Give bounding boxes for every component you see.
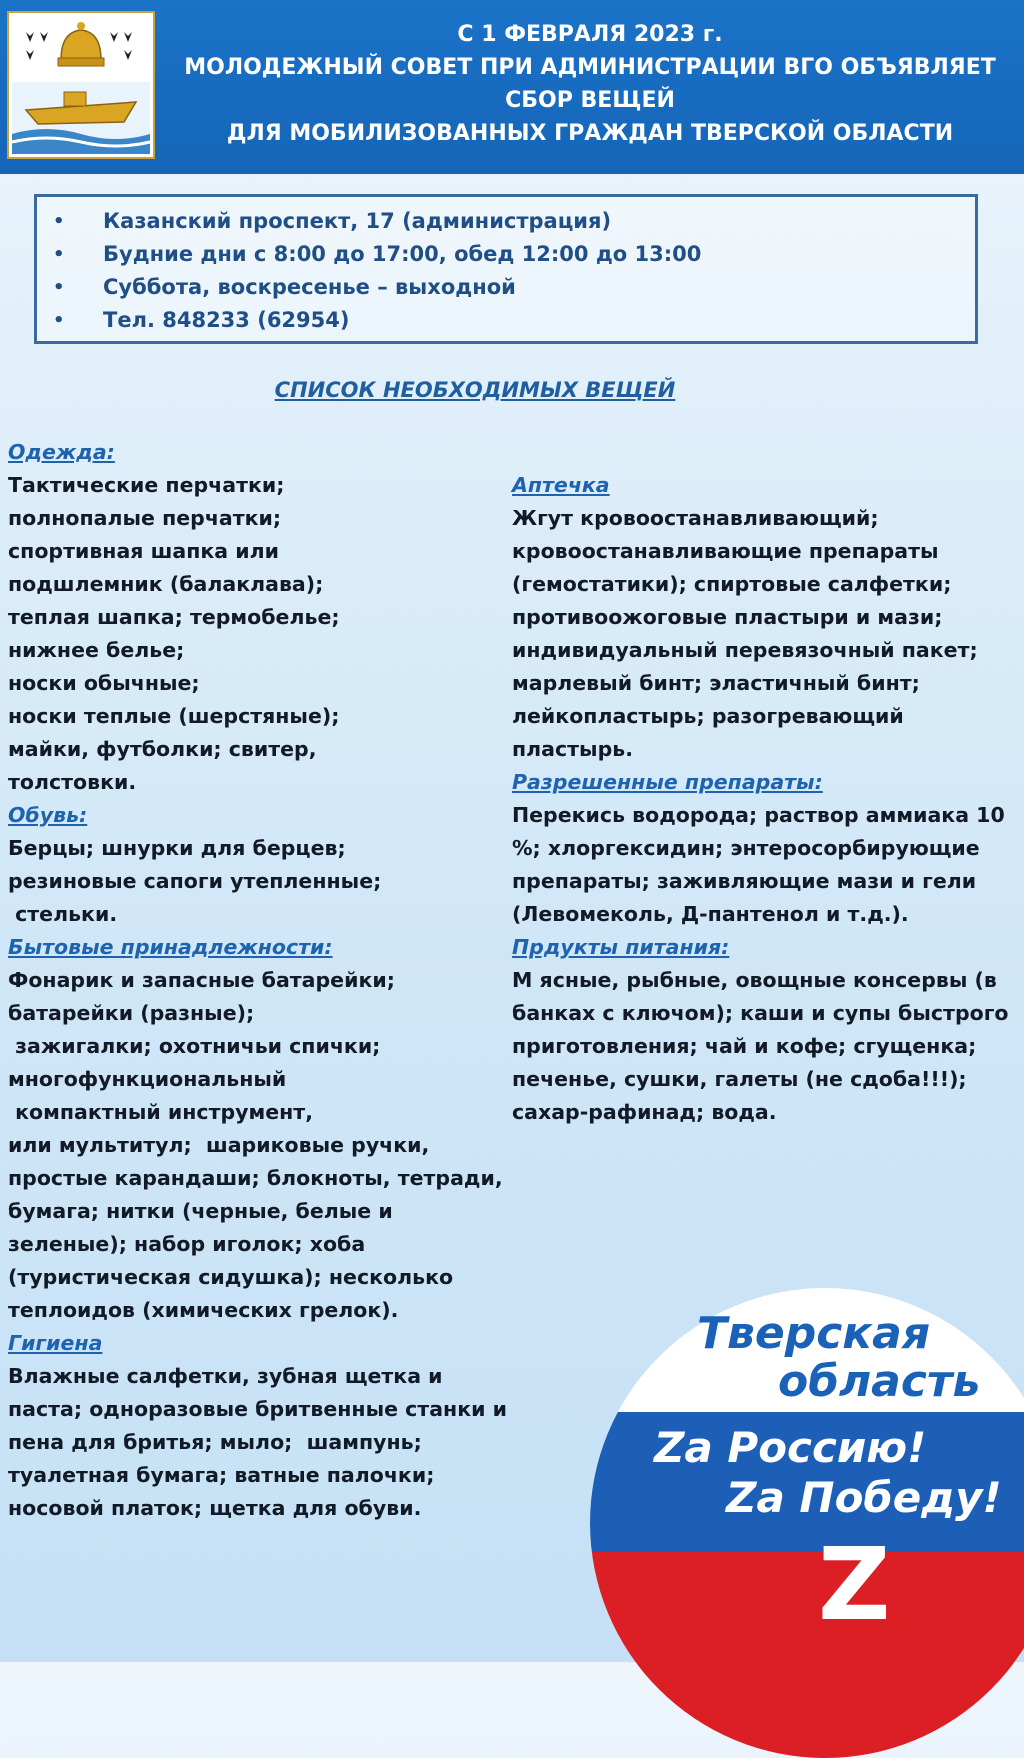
list-item: М ясные, рыбные, овощные консервы (в	[512, 968, 997, 992]
list-item: носки обычные;	[8, 671, 200, 695]
list-item: теплоидов (химических грелок).	[8, 1298, 399, 1322]
list-item: (гемостатики); спиртовые салфетки;	[512, 572, 952, 596]
badge-slogan-1: Zа Россию!	[654, 1423, 927, 1472]
section-title-household: Бытовые принадлежности:	[8, 935, 333, 959]
list-item: резиновые сапоги утепленные;	[8, 869, 382, 893]
list-item: пена для бритья; мыло; шампунь;	[8, 1430, 422, 1454]
list-item: Перекись водорода; раствор аммиака 10	[512, 803, 1005, 827]
badge-region-word-1: Тверская	[697, 1308, 931, 1359]
list-item: спортивная шапка или	[8, 539, 279, 563]
list-item: многофункциональный	[8, 1067, 287, 1091]
list-item: толстовки.	[8, 770, 137, 794]
list-item: марлевый бинт; эластичный бинт;	[512, 671, 920, 695]
header-line-date: С 1 ФЕВРАЛЯ 2023 г.	[457, 22, 723, 47]
info-hours	[37, 238, 975, 271]
list-item: приготовления; чай и кофе; сгущенка;	[512, 1034, 977, 1058]
list-item: туалетная бумага; ватные палочки;	[8, 1463, 435, 1487]
list-item: полнопалые перчатки;	[8, 506, 282, 530]
section-title-hygiene: Гигиена	[8, 1331, 103, 1355]
header-line-council: МОЛОДЕЖНЫЙ СОВЕТ ПРИ АДМИНИСТРАЦИИ ВГО ОБЪЯВЛЯЕТ	[184, 55, 996, 80]
clothes-list	[8, 469, 508, 799]
list-item: носовой платок; щетка для обуви.	[8, 1496, 422, 1520]
list-item: (туристическая сидушка); несколько	[8, 1265, 454, 1289]
list-item: подшлемник (балаклава);	[8, 572, 324, 596]
section-title-drugs: Разрешенные препараты:	[512, 770, 823, 794]
list-item: (Левомеколь, Д-пантенол и т.д.).	[512, 902, 909, 926]
list-item: лейкопластырь; разогревающий	[512, 704, 904, 728]
badge-z-letter: Z	[818, 1526, 891, 1643]
header-line-collection: СБОР ВЕЩЕЙ	[505, 88, 675, 113]
list-item: сахар-рафинад; вода.	[512, 1100, 777, 1124]
household-list	[8, 964, 508, 1327]
list-item: противоожоговые пластыри и мази;	[512, 605, 943, 629]
list-item: %; хлоргексидин; энтеросорбирующие	[512, 836, 980, 860]
list-item: банках с ключом); каши и супы быстрого	[512, 1001, 1009, 1025]
list-item: индивидуальный перевязочный пакет;	[512, 638, 978, 662]
section-title-shoes: Обувь:	[8, 803, 88, 827]
right-column	[512, 469, 1017, 1129]
list-item: зеленые); набор иголок; хоба	[8, 1232, 366, 1256]
contact-info-list	[37, 197, 975, 337]
bullet-icon: •	[53, 211, 65, 232]
badge-region-word-2: область	[778, 1356, 981, 1407]
list-item: майки, футболки; свитер,	[8, 737, 317, 761]
food-list	[512, 964, 1017, 1129]
list-item: Фонарик и запасные батарейки;	[8, 968, 395, 992]
list-item: паста; одноразовые бритвенные станки и	[8, 1397, 507, 1421]
list-item: Жгут кровоостанавливающий;	[512, 506, 879, 530]
list-item: или мультитул; шариковые ручки,	[8, 1133, 430, 1157]
list-item: кровоостанавливающие препараты	[512, 539, 939, 563]
left-column	[8, 436, 508, 1525]
list-item: препараты; заживляющие мази и гели	[512, 869, 977, 893]
list-item: стельки.	[8, 902, 118, 926]
list-title: СПИСОК НЕОБХОДИМЫХ ВЕЩЕЙ	[274, 378, 676, 402]
list-item: пластырь.	[512, 737, 634, 761]
list-item: Берцы; шнурки для берцев;	[8, 836, 346, 860]
info-weekend-text: Суббота, воскресенье – выходной	[103, 275, 516, 299]
bullet-icon: •	[53, 277, 65, 298]
info-weekend	[37, 271, 975, 304]
contact-info-box	[34, 194, 978, 344]
info-address-text: Казанский проспект, 17 (администрация)	[103, 209, 612, 233]
list-item: печенье, сушки, галеты (не сдоба!!!);	[512, 1067, 967, 1091]
info-address	[37, 205, 975, 238]
list-item: Тактические перчатки;	[8, 473, 285, 497]
info-phone	[37, 304, 975, 337]
firstaid-list	[512, 502, 1017, 766]
list-item: Влажные салфетки, зубная щетка и	[8, 1364, 443, 1388]
hygiene-list	[8, 1360, 508, 1525]
list-item: простые карандаши; блокноты, тетради,	[8, 1166, 503, 1190]
header-title	[170, 18, 1010, 150]
bullet-icon: •	[53, 310, 65, 331]
badge-slogan-2: Zа Победу!	[726, 1473, 1002, 1522]
list-item: нижнее белье;	[8, 638, 185, 662]
bullet-icon: •	[53, 244, 65, 265]
list-item: зажигалки; охотничьи спички;	[8, 1034, 381, 1058]
section-title-firstaid: Аптечка	[512, 473, 610, 497]
list-item: теплая шапка; термобелье;	[8, 605, 340, 629]
section-title-clothes: Одежда:	[8, 440, 115, 464]
drugs-list	[512, 799, 1017, 931]
flag-red-stripe	[590, 1552, 1024, 1758]
shoes-list	[8, 832, 508, 931]
list-item: бумага; нитки (черные, белые и	[8, 1199, 393, 1223]
list-item: носки теплые (шерстяные);	[8, 704, 340, 728]
coat-of-arms-icon	[6, 10, 156, 160]
list-item: компактный инструмент,	[8, 1100, 313, 1124]
section-title-food: Прдукты питания:	[512, 935, 730, 959]
list-item: батарейки (разные);	[8, 1001, 255, 1025]
info-phone-text: Тел. 848233 (62954)	[103, 308, 350, 332]
info-hours-text: Будние дни с 8:00 до 17:00, обед 12:00 до 13:00	[103, 242, 702, 266]
header-line-target: ДЛЯ МОБИЛИЗОВАННЫХ ГРАЖДАН ТВЕРСКОЙ ОБЛАСТИ	[226, 121, 954, 146]
header-banner	[0, 0, 1024, 174]
